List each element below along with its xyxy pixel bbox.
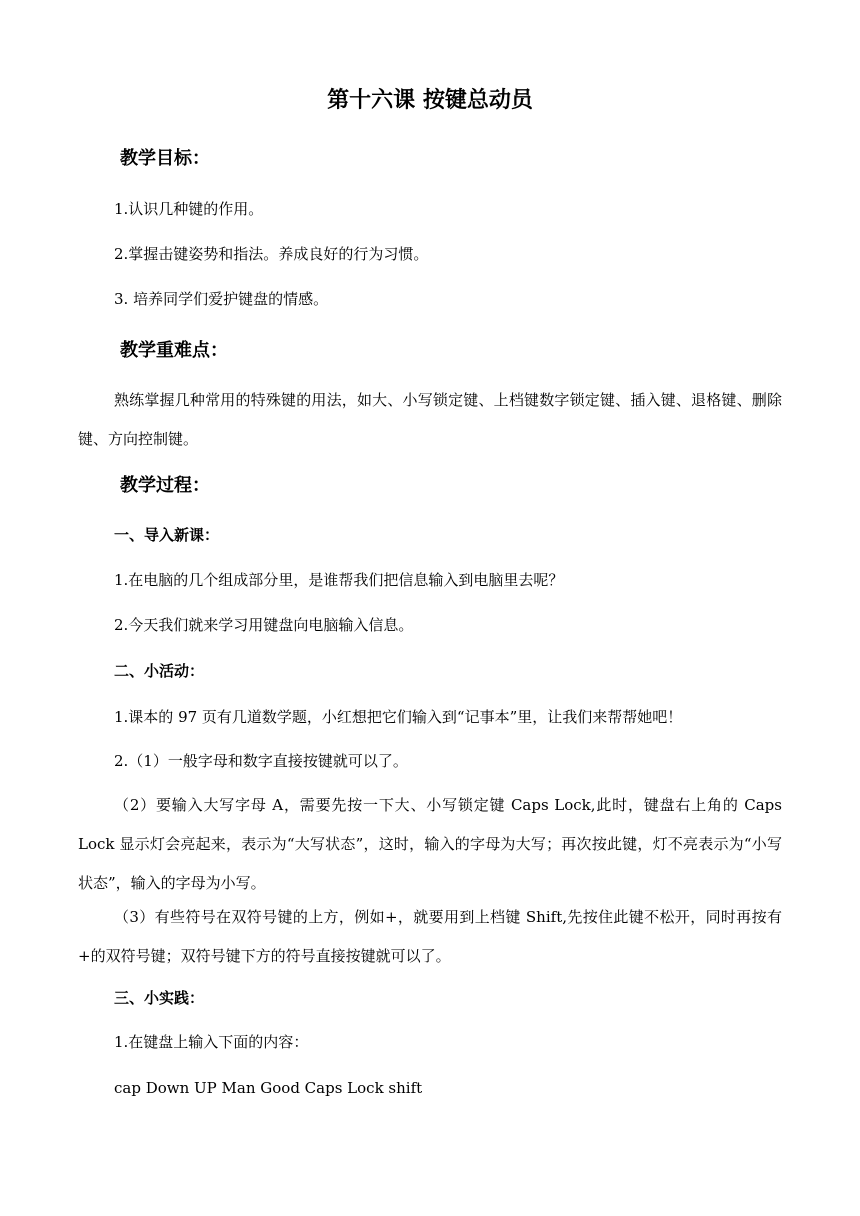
- part2-heading: 二、小活动：: [114, 662, 205, 680]
- part2-item-2: 2.（1）一般字母和数字直接按键就可以了。: [114, 752, 408, 770]
- part1-item-1: 1.在电脑的几个组成部分里，是谁帮我们把信息输入到电脑里去呢？: [114, 571, 564, 589]
- process-heading: 教学过程：: [120, 475, 210, 496]
- objective-item-3: 3. 培养同学们爱护键盘的情感。: [114, 290, 329, 308]
- part1-heading: 一、导入新课：: [114, 526, 220, 544]
- key-points-text: 熟练掌握几种常用的特殊键的用法，如大、小写锁定键、上档键数字锁定键、插入键、退格键、删除键、方向控制键。: [78, 391, 782, 448]
- objective-item-1: 1.认识几种键的作用。: [114, 200, 264, 218]
- part2-item-1: 1.课本的 97 页有几道数学题，小红想把它们输入到“记事本”里，让我们来帮帮她吧！: [114, 708, 683, 726]
- lesson-title: 第十六课 按键总动员: [327, 88, 533, 113]
- part2-item-3: （2）要输入大写字母 A，需要先按一下大、小写锁定键 Caps Lock,此时，键盘右上角的 Caps Lock 显示灯会亮起来，表示为“大写状态”，这时，输入的字母为大写；再次按此键，灯不亮表示为“小写状态”，输入的字母为小写。: [78, 796, 782, 892]
- part3-sample-text: cap Down UP Man Good Caps Lock shift: [114, 1079, 423, 1097]
- part2-item-4: （3）有些符号在双符号键的上方，例如+，就要用到上档键 Shift,先按住此键不松开，同时再按有+的双符号键；双符号键下方的符号直接按键就可以了。: [78, 908, 782, 965]
- part3-heading: 三、小实践：: [114, 989, 205, 1007]
- part1-item-2: 2.今天我们就来学习用键盘向电脑输入信息。: [114, 616, 414, 634]
- objectives-heading: 教学目标：: [120, 148, 210, 169]
- objective-item-2: 2.掌握击键姿势和指法。养成良好的行为习惯。: [114, 245, 429, 263]
- part3-item-1: 1.在键盘上输入下面的内容：: [114, 1033, 309, 1051]
- key-points-heading: 教学重难点：: [120, 340, 228, 361]
